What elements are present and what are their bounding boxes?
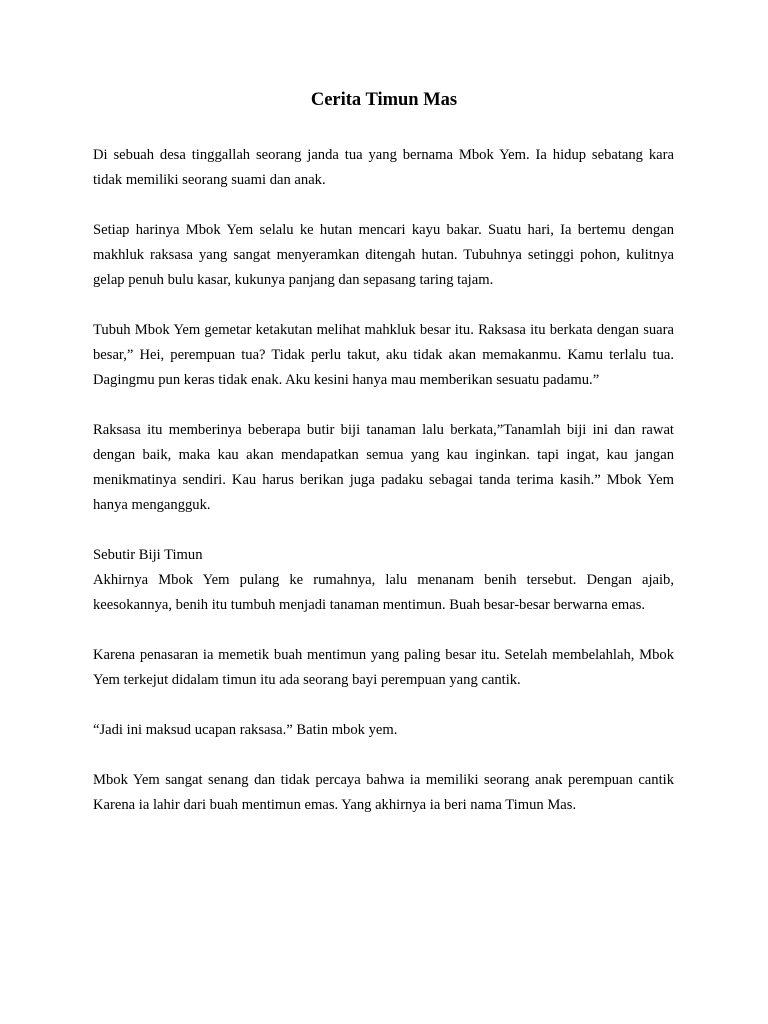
document-title: Cerita Timun Mas: [310, 90, 458, 110]
paragraph-5: Akhirnya Mbok Yem pulang ke rumahnya, lalu menanam benih tersebut. Dengan ajaib, keesokannya, benih itu tumbuh menjadi tanaman mentimun. Buah besar-besar berwarna emas.: [93, 572, 674, 613]
paragraph-6: Karena penasaran ia memetik buah mentimun yang paling besar itu. Setelah membelahlah, Mbok Yem terkejut didalam timun itu ada seorang bayi perempuan yang cantik.: [93, 647, 674, 688]
paragraph-1: Di sebuah desa tinggallah seorang janda tua yang bernama Mbok Yem. Ia hidup sebatang kara tidak memiliki seorang suami dan anak.: [93, 147, 674, 188]
section-subheading: Sebutir Biji Timun: [93, 547, 203, 563]
paragraph-3: Tubuh Mbok Yem gemetar ketakutan melihat mahkluk besar itu. Raksasa itu berkata dengan suara besar,” Hei, perempuan tua? Tidak perlu takut, aku tidak akan memakanmu. Kamu terlalu tua. Dagingmu pun keras tidak enak. Aku kesini hanya mau memberikan sesuatu padamu.”: [93, 322, 674, 388]
paragraph-7: “Jadi ini maksud ucapan raksasa.” Batin mbok yem.: [93, 722, 398, 738]
paragraph-8: Mbok Yem sangat senang dan tidak percaya bahwa ia memiliki seorang anak perempuan cantik Karena ia lahir dari buah mentimun emas. Yang akhirnya ia beri nama Timun Mas.: [93, 772, 674, 813]
document-body: [93, 143, 674, 843]
paragraph-2: Setiap harinya Mbok Yem selalu ke hutan mencari kayu bakar. Suatu hari, Ia bertemu dengan makhluk raksasa yang sangat menyeramkan ditengah hutan. Tubuhnya setinggi pohon, kulitnya gelap penuh bulu kasar, kukunya panjang dan sepasang taring tajam.: [93, 222, 674, 288]
paragraph-4: Raksasa itu memberinya beberapa butir biji tanaman lalu berkata,”Tanamlah biji ini dan rawat dengan baik, maka kau akan mendapatkan semua yang kau inginkan. tapi ingat, kau jangan menikmatinya sendiri. Kau harus berikan juga padaku sebagai tanda terima kasih.” Mbok Yem hanya mengangguk.: [93, 422, 674, 513]
